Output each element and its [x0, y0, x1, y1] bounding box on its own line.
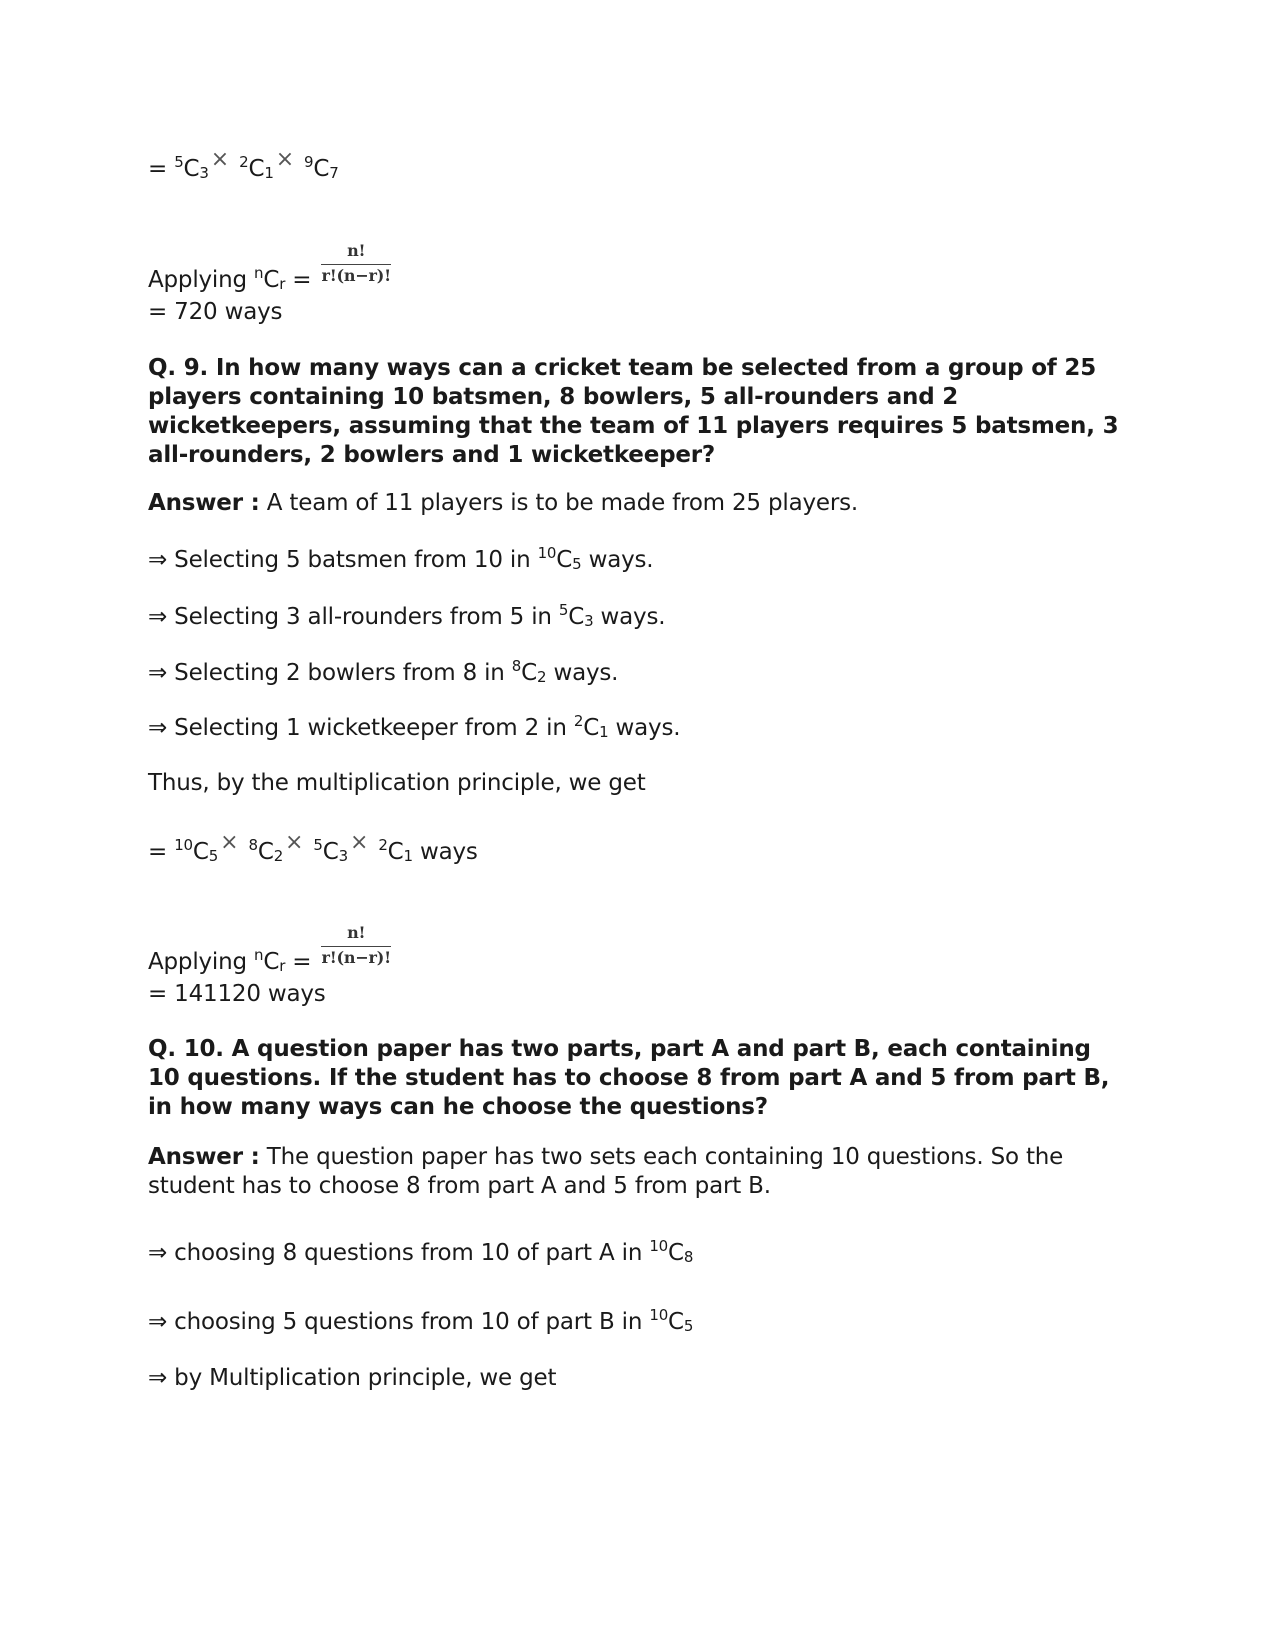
- combination-c: C: [583, 715, 600, 741]
- superscript: 10: [174, 836, 193, 854]
- combination-c: C: [192, 839, 209, 865]
- equals-sign: =: [285, 949, 312, 975]
- answer-label: Answer :: [148, 490, 260, 516]
- step-text: ⇒ Selecting 1 wicketkeeper from 2 in: [148, 715, 574, 741]
- subscript: r: [279, 275, 286, 293]
- combination-c: C: [183, 156, 200, 182]
- applying-label: Applying: [148, 949, 255, 975]
- step-line: [148, 714, 680, 742]
- answer-text: The question paper has two sets each containing 10 questions. So the student has to choose 8 from part A and 5 from part B.: [148, 1144, 1064, 1199]
- superscript: 5: [313, 836, 323, 854]
- combination-c: C: [668, 1309, 684, 1335]
- applying-label: Applying: [148, 267, 255, 293]
- answer-10: [148, 1143, 1128, 1201]
- subscript: 2: [273, 847, 284, 865]
- equals-sign: =: [148, 156, 168, 182]
- superscript: 10: [649, 1306, 669, 1324]
- combination-c: C: [263, 267, 280, 293]
- fraction-denominator: r!(n−r)!: [321, 948, 391, 967]
- factorial-fraction: [321, 242, 391, 285]
- combination-c: C: [313, 156, 330, 182]
- combination-c: C: [568, 604, 585, 630]
- ways-label: ways: [412, 839, 478, 865]
- step-line: [148, 1239, 693, 1267]
- subscript: 1: [403, 847, 413, 865]
- subscript: 3: [199, 164, 209, 182]
- combination-c: C: [556, 547, 573, 573]
- superscript: n: [254, 264, 264, 282]
- step-text: ways.: [546, 660, 619, 686]
- superscript: 9: [304, 153, 314, 171]
- subscript: 7: [329, 164, 339, 182]
- superscript: 10: [537, 544, 557, 562]
- step-text: ways.: [608, 715, 681, 741]
- result-line: = 720 ways: [148, 299, 283, 325]
- step-text: ⇒ choosing 8 questions from 10 of part A in: [148, 1240, 650, 1266]
- step-line: [148, 659, 618, 687]
- step-line: [148, 546, 653, 574]
- expression-combination: = $^5C_3\times ^2C_1\times ^9C_7$: [148, 147, 339, 182]
- equals-sign: =: [285, 267, 312, 293]
- step-text: ways.: [593, 604, 666, 630]
- fraction-numerator: n!: [321, 242, 391, 265]
- superscript: 5: [174, 153, 184, 171]
- fraction-denominator: r!(n−r)!: [321, 266, 391, 285]
- subscript: 1: [599, 723, 609, 741]
- subscript: 3: [584, 612, 594, 630]
- subscript: 5: [683, 1317, 694, 1335]
- step-text: ways.: [581, 547, 654, 573]
- superscript: 10: [649, 1237, 668, 1255]
- applying-formula: [148, 242, 391, 294]
- combination-c: C: [257, 839, 274, 865]
- applying-formula: [148, 924, 391, 976]
- equals-sign: =: [148, 839, 168, 865]
- superscript: 2: [239, 153, 249, 171]
- step-line: [148, 603, 665, 631]
- fraction-numerator: n!: [321, 924, 391, 947]
- thus-line: Thus, by the multiplication principle, we get: [148, 770, 646, 796]
- step-line: ⇒ by Multiplication principle, we get: [148, 1365, 557, 1391]
- superscript: 8: [511, 657, 522, 675]
- answer-text: A team of 11 players is to be made from 25 players.: [259, 490, 858, 516]
- step-line: [148, 1308, 693, 1336]
- step-text: ⇒ choosing 5 questions from 10 of part B in: [148, 1309, 650, 1335]
- superscript: 2: [573, 712, 584, 730]
- combination-c: C: [668, 1240, 684, 1266]
- subscript: 1: [264, 164, 274, 182]
- subscript: 5: [572, 555, 582, 573]
- subscript: 3: [338, 847, 348, 865]
- subscript: 5: [208, 847, 219, 865]
- answer-9: [148, 489, 858, 517]
- result-line: = 141120 ways: [148, 981, 326, 1007]
- superscript: 2: [378, 836, 388, 854]
- subscript: r: [279, 957, 286, 975]
- answer-label: Answer :: [148, 1144, 260, 1170]
- superscript: n: [254, 946, 264, 964]
- question-9: Q. 9. In how many ways can a cricket team be selected from a group of 25 players containing 10 batsmen, 8 bowlers, 5 all-rounders and 2 wicketkeepers, assuming that the team of 11 players requires 5 batsmen, 3 all-rounders, 2 bowlers and 1 wicketkeeper?: [148, 355, 1119, 468]
- subscript: 8: [683, 1248, 694, 1266]
- combination-c: C: [521, 660, 538, 686]
- combination-c: C: [322, 839, 339, 865]
- combination-c: C: [248, 156, 265, 182]
- step-text: ⇒ Selecting 2 bowlers from 8 in: [148, 660, 512, 686]
- superscript: 5: [558, 601, 569, 619]
- step-text: ⇒ Selecting 3 all-rounders from 5 in: [148, 604, 559, 630]
- superscript: 8: [248, 836, 258, 854]
- combination-c: C: [263, 949, 280, 975]
- step-text: ⇒ Selecting 5 batsmen from 10 in: [148, 547, 538, 573]
- subscript: 2: [537, 668, 547, 686]
- expression-product: = $^{10}C_5\times ^8C_2\times ^5C_3\times ^2C_1$ ways: [148, 830, 478, 865]
- combination-c: C: [387, 839, 404, 865]
- factorial-fraction: [321, 924, 391, 967]
- question-10: Q. 10. A question paper has two parts, part A and part B, each containing 10 questions. If the student has to choose 8 from part A and 5 from part B, in how many ways can he choose the questions?: [148, 1036, 1110, 1120]
